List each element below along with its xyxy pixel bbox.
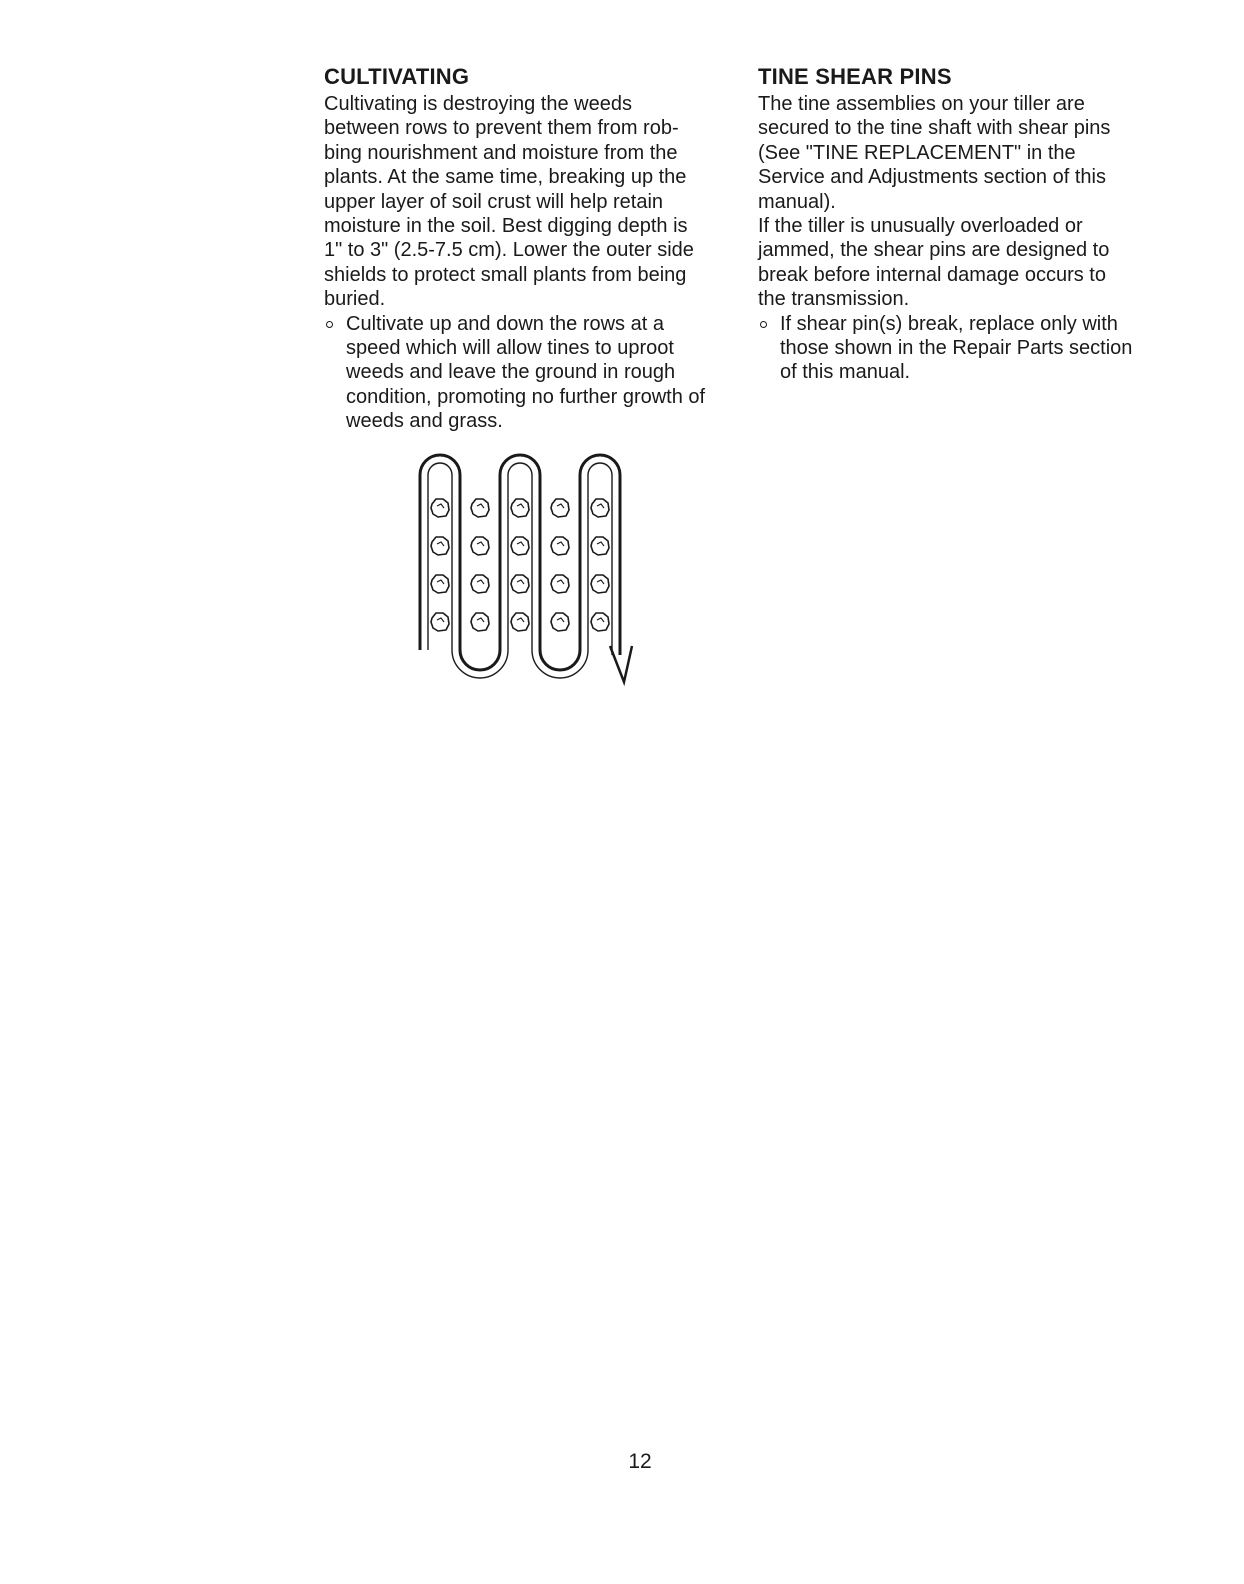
text-line: weeds and leave the ground in rough: [346, 361, 676, 384]
text-line: upper layer of soil crust will help retain: [324, 190, 664, 213]
tine-shear-pins-section: [758, 64, 1178, 385]
text-line: If the tiller is unusually overloaded or: [758, 215, 1083, 238]
cultivating-section: [324, 64, 744, 434]
tine-shear-pins-bullet: [758, 312, 1178, 385]
text-line: of this manual.: [780, 361, 911, 384]
text-line: moisture in the soil. Best digging depth is: [324, 215, 688, 238]
text-line: buried.: [324, 288, 386, 311]
cultivating-path-figure: [414, 450, 654, 690]
text-line: break before internal damage occurs to: [758, 263, 1106, 286]
cultivating-paragraph: [324, 92, 744, 312]
text-line: between rows to prevent them from rob-: [324, 117, 679, 140]
text-line: the transmission.: [758, 288, 910, 311]
cultivating-heading: CULTIVATING: [324, 64, 470, 89]
text-line: jammed, the shear pins are designed to: [758, 239, 1110, 262]
text-line: Service and Adjustments section of this: [758, 166, 1106, 189]
text-line: Cultivating is destroying the weeds: [324, 93, 632, 115]
page-number: 12: [628, 1450, 652, 1473]
text-line: manual).: [758, 190, 836, 213]
serpentine-path: [420, 455, 620, 678]
text-line: condition, promoting no further growth of: [346, 385, 706, 408]
text-line: (See "TINE REPLACEMENT" in the: [758, 141, 1076, 164]
cultivating-bullet: [324, 312, 744, 434]
tine-shear-pins-paragraph-1: [758, 92, 1178, 214]
tine-shear-pins-paragraph-2: [758, 214, 1178, 312]
text-line: weeds and grass.: [346, 410, 503, 433]
tine-shear-pins-heading: TINE SHEAR PINS: [758, 64, 952, 89]
text-line: If shear pin(s) break, replace only with: [780, 312, 1118, 335]
text-line: bing nourishment and moisture from the: [324, 141, 678, 164]
text-line: plants. At the same time, breaking up the: [324, 166, 687, 189]
text-line: 1" to 3" (2.5-7.5 cm). Lower the outer side: [324, 239, 694, 262]
text-line: secured to the tine shaft with shear pins: [758, 117, 1111, 140]
plant-rows: [431, 499, 609, 631]
text-line: The tine assemblies on your tiller are: [758, 93, 1085, 115]
text-line: Cultivate up and down the rows at a: [346, 312, 664, 335]
text-line: shields to protect small plants from being: [324, 263, 687, 286]
text-line: speed which will allow tines to uproot: [346, 337, 674, 360]
text-line: those shown in the Repair Parts section: [780, 337, 1133, 360]
